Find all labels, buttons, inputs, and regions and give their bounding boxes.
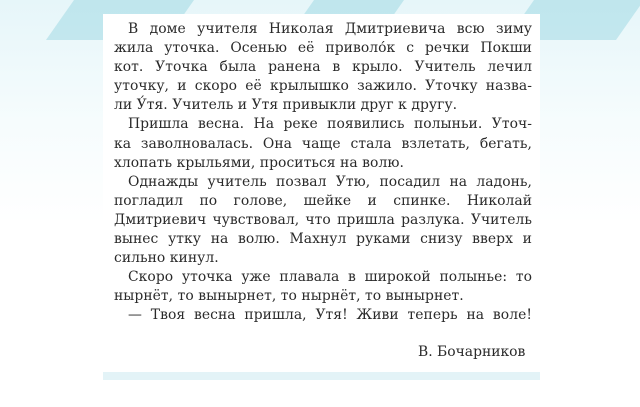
text-line: Пришла весна. На реке появились полыньи. Уточ- bbox=[128, 116, 532, 133]
text-line: вынес утку на волю. Махнул руками снизу вверх и bbox=[114, 231, 532, 248]
text-line: нырнёт, то вынырнет, то нырнёт, то вынырнет. bbox=[114, 288, 464, 305]
text-line: — Твоя весна пришла, Утя! Живи теперь на воле! bbox=[128, 307, 532, 324]
author-signature: В. Бочарников bbox=[418, 344, 526, 360]
text-line: В доме учителя Николая Дмитриевича всю зиму bbox=[128, 21, 532, 37]
text-line: погладил по голове, шейке и спинке. Николай bbox=[114, 192, 532, 209]
text-line: уточку, и скоро её крылышко зажило. Уточку назва- bbox=[114, 78, 532, 95]
text-line: жила уточка. Осенью её приволо́к с речки Покши bbox=[114, 40, 532, 57]
text-line: сильно кинул. bbox=[114, 250, 219, 267]
text-line: ка заволновалась. Она чаще стала взлетать, бегать, bbox=[114, 135, 532, 152]
text-line: ли У́тя. Учитель и Утя привыкли друг к другу. bbox=[114, 97, 458, 114]
page-bottom-edge bbox=[103, 372, 540, 380]
text-line: Скоро уточка уже плавала в широкой полынье: то bbox=[128, 269, 532, 286]
text-line: кот. Уточка была ранена в крыло. Учитель лечил bbox=[114, 59, 532, 76]
text-line: Однажды учитель позвал Утю, посадил на ладонь, bbox=[128, 173, 532, 190]
text-line: хлопать крыльями, проситься на волю. bbox=[114, 154, 404, 171]
story-text bbox=[114, 20, 532, 326]
text-line: Дмитриевич чувствовал, что пришла разлука. Учитель bbox=[114, 211, 532, 228]
